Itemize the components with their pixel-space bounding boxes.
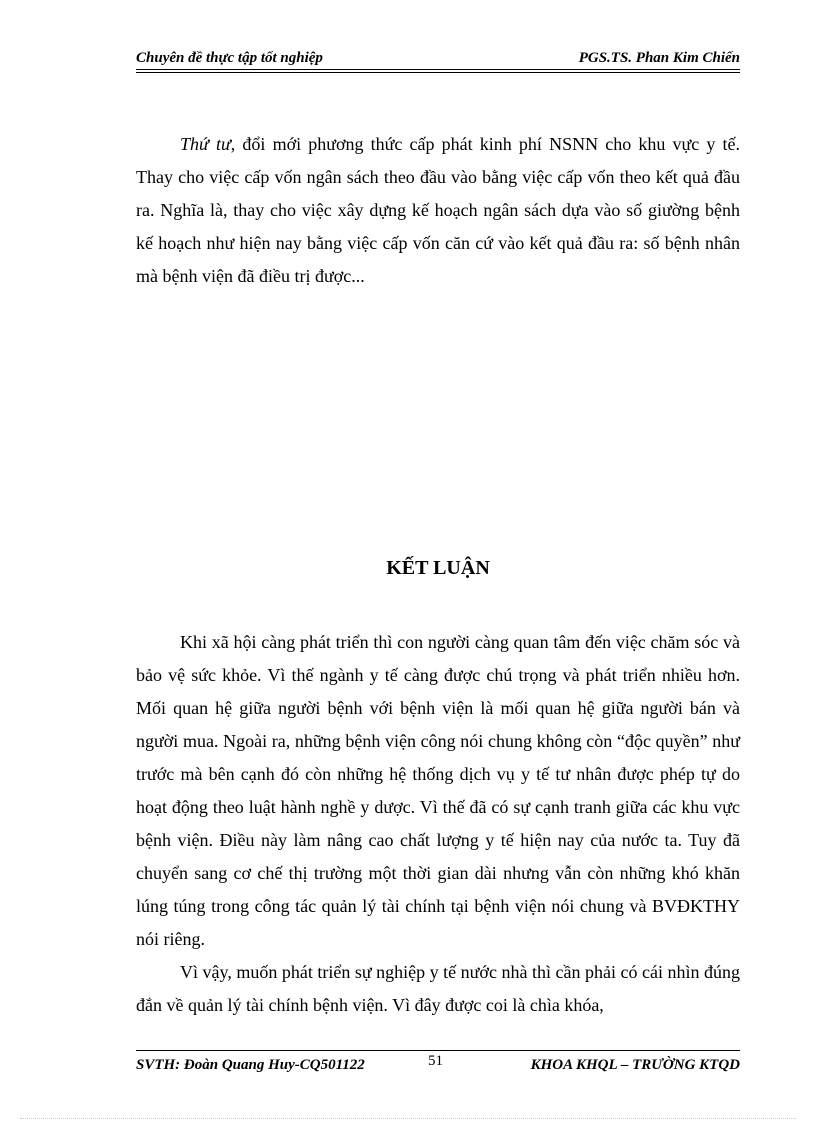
paragraph-text: , đổi mới phương thức cấp phát kinh phí NSNN cho khu vực y tế. Thay cho việc cấp vốn ngân sách theo đầu vào bằng việc cấp vốn theo kết quả đầu ra. Nghĩa là, thay cho việc xây dựng kế hoạch ngân sách dựa vào số giường bệnh kế hoạch như hiện nay bằng việc cấp vốn căn cứ vào kết quả đầu ra: số bệnh nhân mà bệnh viện đã điều trị được... [136,134,740,286]
paragraph-thu-tu [136,128,740,293]
section-paragraph [136,128,740,293]
page-header [136,50,740,67]
page-number: 51 [428,1053,443,1069]
footer-divider [136,1050,740,1051]
paragraph-lead-italic: Thứ tư [180,134,231,154]
conclusion-paragraph-1: Khi xã hội càng phát triển thì con người càng quan tâm đến việc chăm sóc và bảo vệ sức khỏe. Vì thế ngành y tế càng được chú trọng và phát triển nhiều hơn. Mối quan hệ giữa người bệnh với bệnh viện là mối quan hệ giữa người bán và người mua. Ngoài ra, những bệnh viện công nói chung không còn “độc quyền” như trước mà bên cạnh đó còn những hệ thống dịch vụ y tế tư nhân được phép tự do hoạt động theo luật hành nghề y dược. Vì thế đã có sự cạnh tranh giữa các khu vực bệnh viện. Điều này làm nâng cao chất lượng y tế hiện nay của nước ta. Tuy đã chuyển sang cơ chế thị trường một thời gian dài nhưng vẫn còn những khó khăn lúng túng trong công tác quản lý tài chính tại bệnh viện nói chung và BVĐKTHY nói riêng. [136,632,740,949]
footer-school: KHOA KHQL – TRƯỜNG KTQD [530,1057,740,1073]
header-left-title: Chuyên đề thực tập tốt nghiệp [136,50,323,66]
header-divider [136,69,740,73]
page-bottom-border [20,1118,796,1119]
conclusion-heading: KẾT LUẬN [386,557,490,579]
footer-student: SVTH: Đoàn Quang Huy-CQ501122 [136,1057,365,1073]
conclusion-body [136,626,740,1022]
header-right-author: PGS.TS. Phan Kim Chiến [578,50,740,66]
conclusion-paragraph-2: Vì vậy, muốn phát triển sự nghiệp y tế nước nhà thì cần phải có cái nhìn đúng đắn về quản lý tài chính bệnh viện. Vì đây được coi là chìa khóa, [136,962,740,1015]
